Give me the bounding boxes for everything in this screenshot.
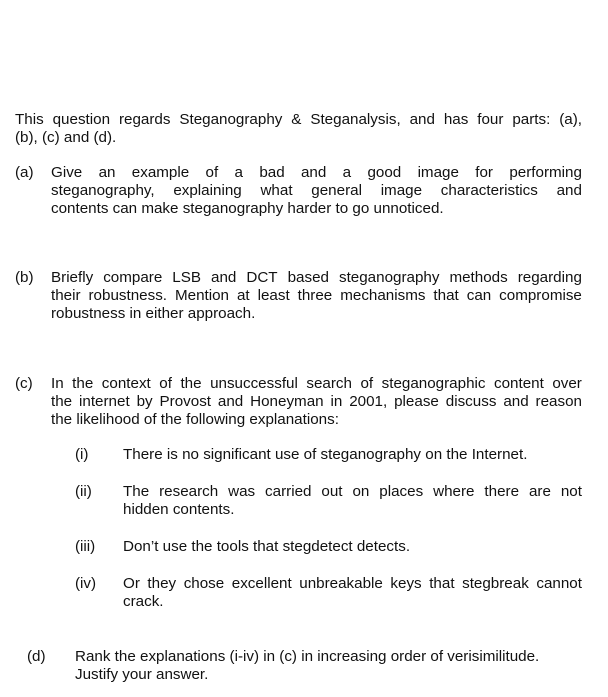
item-ii-line-2: hidden contents. xyxy=(123,501,235,518)
word: and xyxy=(556,182,582,199)
part-b-line-2 xyxy=(51,287,582,305)
word: Steganalysis, xyxy=(310,111,401,128)
word: question xyxy=(52,111,111,128)
word: three xyxy=(297,287,333,304)
word: steganography xyxy=(338,269,440,286)
intro-line-1 xyxy=(15,111,582,129)
word: Honeyman xyxy=(250,393,324,410)
word: excellent xyxy=(231,575,292,592)
word: and xyxy=(409,111,435,128)
word: can xyxy=(466,287,492,304)
word: please xyxy=(394,393,439,410)
word: unsuccessful xyxy=(210,375,298,392)
item-iv-label: (iv) xyxy=(75,575,97,592)
word: not xyxy=(560,483,582,500)
word: for xyxy=(475,164,493,181)
word: and xyxy=(300,164,327,181)
word: and xyxy=(217,393,244,410)
word: Give xyxy=(51,164,83,181)
word: general xyxy=(311,182,362,199)
word: reason xyxy=(535,393,582,410)
word: bad xyxy=(259,164,285,181)
word: 2001, xyxy=(349,393,388,410)
word: at xyxy=(236,287,250,304)
word: DCT xyxy=(246,269,278,286)
word: there xyxy=(484,483,520,500)
word: of xyxy=(205,164,219,181)
part-c-line-3: the likelihood of the following explanations: xyxy=(51,411,339,428)
word: & xyxy=(291,111,302,128)
word: explaining xyxy=(173,182,242,199)
word: in xyxy=(330,393,343,410)
word: content xyxy=(493,375,544,392)
part-c-line-2 xyxy=(51,393,582,411)
item-i-label: (i) xyxy=(75,446,89,463)
word: This xyxy=(15,111,44,128)
word: on xyxy=(352,483,370,500)
word: image xyxy=(417,164,459,181)
word: The xyxy=(123,483,150,500)
word: an xyxy=(98,164,116,181)
word: carried xyxy=(265,483,312,500)
part-b-line-1 xyxy=(51,269,582,287)
part-b-line-3: robustness in either approach. xyxy=(51,305,256,322)
word: context xyxy=(101,375,151,392)
word: search xyxy=(306,375,352,392)
word: of xyxy=(360,375,374,392)
item-i-line-1: There is no significant use of steganography on the Internet. xyxy=(123,446,528,463)
word: good xyxy=(367,164,402,181)
item-iv-line-2: crack. xyxy=(123,593,164,610)
word: out xyxy=(321,483,343,500)
word: a xyxy=(342,164,352,181)
word: keys xyxy=(390,575,422,592)
part-b-label: (b) xyxy=(15,269,34,286)
word: they xyxy=(147,575,177,592)
word: that xyxy=(429,575,455,592)
word: Briefly xyxy=(51,269,94,286)
word: places xyxy=(379,483,424,500)
word: Provost xyxy=(159,393,212,410)
word: unbreakable xyxy=(299,575,383,592)
word: over xyxy=(552,375,582,392)
word: and xyxy=(503,393,529,410)
item-iii-label: (iii) xyxy=(75,538,96,555)
item-ii-label: (ii) xyxy=(75,483,92,500)
word: characteristics xyxy=(440,182,538,199)
word: based xyxy=(287,269,329,286)
word: the xyxy=(72,375,94,392)
word: In xyxy=(51,375,64,392)
word: discuss xyxy=(445,393,497,410)
part-a-label: (a) xyxy=(15,164,34,181)
word: parts: xyxy=(512,111,551,128)
word: steganography, xyxy=(51,182,155,199)
part-a-line-1 xyxy=(51,164,582,182)
item-iii-line-1: Don’t use the tools that stegdetect detects. xyxy=(123,538,411,555)
part-d-label: (d) xyxy=(27,648,46,665)
word: the xyxy=(51,393,73,410)
word: mechanisms xyxy=(340,287,426,304)
word: performing xyxy=(509,164,582,181)
word: and xyxy=(211,269,237,286)
word: (a), xyxy=(559,111,582,128)
part-c-line-1 xyxy=(51,375,582,393)
word: compromise xyxy=(499,287,582,304)
word: the xyxy=(180,375,202,392)
part-a-line-3: contents can make steganography harder to go unnoticed. xyxy=(51,200,444,217)
part-a-line-2 xyxy=(51,182,582,200)
word: are xyxy=(528,483,551,500)
word: has xyxy=(443,111,469,128)
word: their xyxy=(51,287,81,304)
word: a xyxy=(234,164,243,181)
word: robustness. xyxy=(88,287,168,304)
word: four xyxy=(477,111,504,128)
word: where xyxy=(433,483,475,500)
word: of xyxy=(159,375,172,392)
word: research xyxy=(159,483,219,500)
word: cannot xyxy=(536,575,582,592)
word: Mention xyxy=(174,287,230,304)
word: internet xyxy=(79,393,130,410)
word: methods xyxy=(449,269,508,286)
word: that xyxy=(433,287,459,304)
item-iv-line-1 xyxy=(123,575,582,593)
word: regarding xyxy=(517,269,582,286)
word: Or xyxy=(123,575,140,592)
part-c-label: (c) xyxy=(15,375,33,392)
word: least xyxy=(257,287,290,304)
intro-line-2: (b), (c) and (d). xyxy=(15,129,117,146)
word: steganographic xyxy=(381,375,486,392)
word: regards xyxy=(118,111,171,128)
word: chose xyxy=(183,575,225,592)
part-d-line-1: Rank the explanations (i-iv) in (c) in increasing order of verisimilitude. xyxy=(75,648,540,665)
word: Steganography xyxy=(179,111,283,128)
word: LSB xyxy=(172,269,202,286)
word: example xyxy=(131,164,190,181)
item-ii-line-1 xyxy=(123,483,582,501)
word: image xyxy=(380,182,423,199)
word: stegbreak xyxy=(462,575,529,592)
part-d-line-2: Justify your answer. xyxy=(75,666,209,683)
word: was xyxy=(228,483,256,500)
word: what xyxy=(260,182,293,199)
word: by xyxy=(136,393,153,410)
word: compare xyxy=(103,269,163,286)
